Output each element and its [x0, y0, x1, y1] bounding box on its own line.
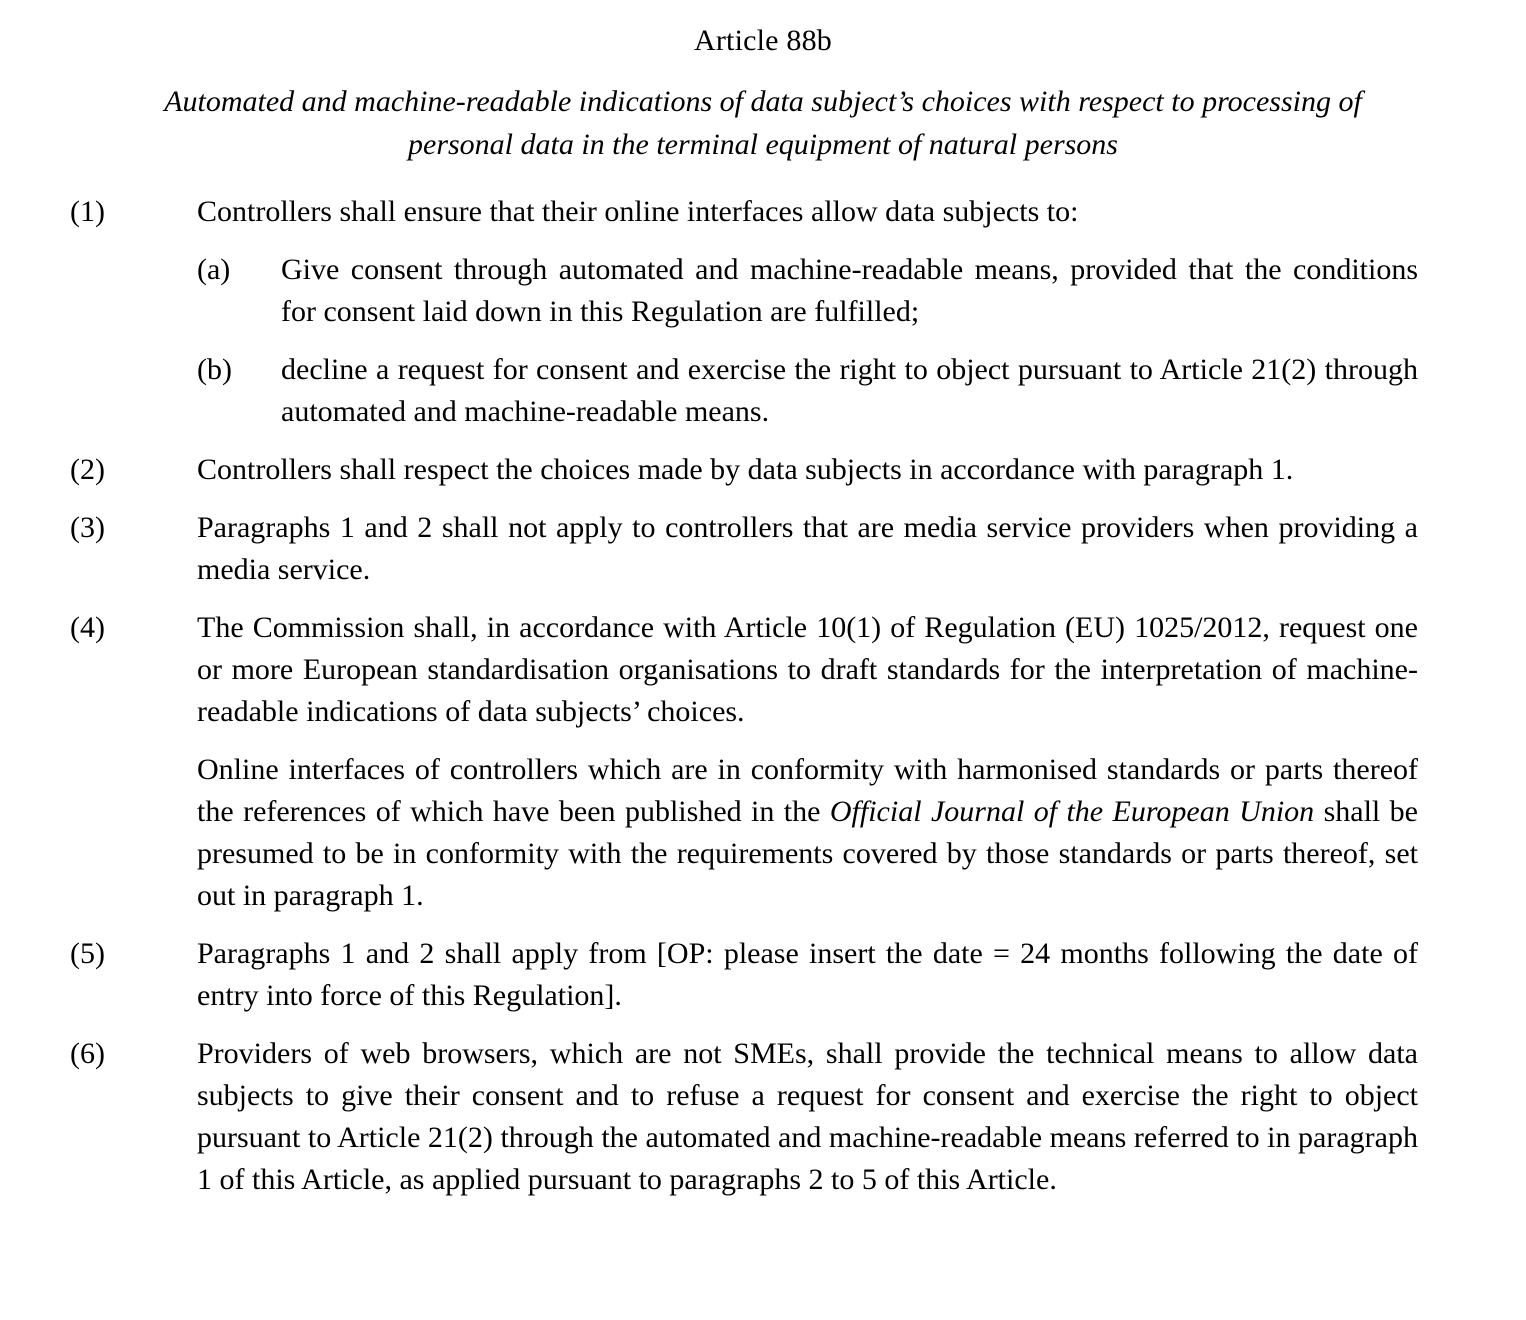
continuation-lead: Online interfaces of controllers which are in conformity with harmonised standards or parts thereof the references of which have been published in the — [197, 753, 1418, 828]
clause-3 — [70, 507, 1418, 591]
subitem-text: decline a request for consent and exercise the right to object pursuant to Article 21(2) through automated and machine-readable means. — [281, 353, 1418, 428]
article-subtitle: Automated and machine-readable indications of data subject’s choices with respect to processing of personal data in the terminal equipment of natural persons — [164, 85, 1362, 161]
clause-marker: (1) — [70, 195, 105, 228]
clause-2 — [70, 449, 1418, 491]
clause-marker: (2) — [70, 453, 105, 486]
clause-text: Controllers shall respect the choices made by data subjects in accordance with paragraph 1. — [197, 453, 1294, 486]
clause-text: Paragraphs 1 and 2 shall apply from [OP: please insert the date = 24 months following the date of entry into force of this Regulation]. — [197, 937, 1418, 1012]
article-body — [0, 191, 1526, 1201]
subitem-a — [197, 249, 1418, 333]
clause-marker: (5) — [70, 937, 105, 970]
clause-marker: (4) — [70, 611, 105, 644]
subitem-marker: (b) — [197, 353, 232, 386]
subitem-b — [197, 349, 1418, 433]
clause-text: Controllers shall ensure that their online interfaces allow data subjects to: — [197, 195, 1079, 228]
clause-marker: (6) — [70, 1037, 105, 1070]
subitem-marker: (a) — [197, 253, 231, 286]
official-journal-citation: Official Journal of the European Union — [829, 795, 1315, 828]
clause-4-continuation — [70, 749, 1418, 917]
clause-5 — [70, 933, 1418, 1017]
clause-marker: (3) — [70, 511, 105, 544]
clause-text: Providers of web browsers, which are not SMEs, shall provide the technical means to allow data subjects to give their consent and to refuse a request for consent and exercise the right to object pursuant to Article 21(2) through the automated and machine-readable means referred to in paragraph 1 of this Article, as applied pursuant to paragraphs 2 to 5 of this Article. — [197, 1037, 1418, 1196]
clause-1 — [70, 191, 1418, 433]
subitem-list — [197, 249, 1418, 433]
page-title: Article 88b — [694, 24, 832, 57]
continuation-tail: shall be presumed to be in conformity with the requirements covered by those standards or parts thereof, set out in paragraph 1. — [197, 795, 1418, 912]
clause-text: The Commission shall, in accordance with Article 10(1) of Regulation (EU) 1025/2012, request one or more European standardisation organisations to draft standards for the interpretation of machine-readable indications of data subjects’ choices. — [197, 611, 1418, 728]
subitem-text: Give consent through automated and machine-readable means, provided that the conditions for consent laid down in this Regulation are fulfilled; — [281, 253, 1418, 328]
clause-6 — [70, 1033, 1418, 1201]
clause-4 — [70, 607, 1418, 733]
clause-text: Paragraphs 1 and 2 shall not apply to controllers that are media service providers when providing a media service. — [197, 511, 1418, 586]
